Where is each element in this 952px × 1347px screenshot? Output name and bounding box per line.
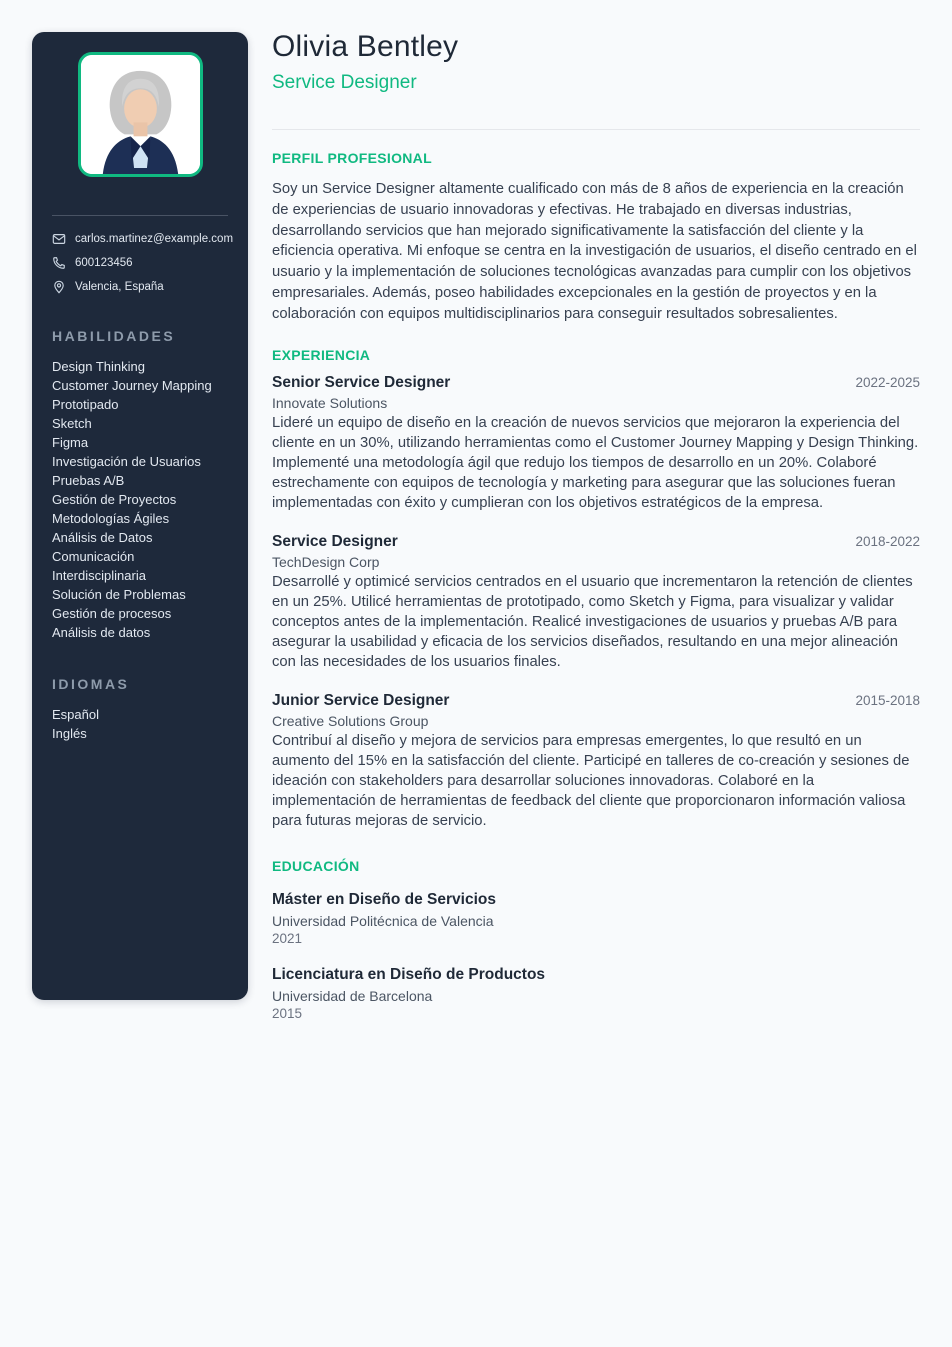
- languages-list: [52, 705, 228, 743]
- avatar-illustration: [81, 55, 200, 174]
- education-section-heading: EDUCACIÓN: [272, 857, 360, 874]
- location-icon: [52, 280, 66, 294]
- job-description: Lideré un equipo de diseño en la creación de nuevos servicios que mejoraron la experiencia del cliente en un 30%, utilizando herramientas como el Customer Journey Mapping y Design Thinking. Implementé una metodología ágil que redujo los tiempos de desarrollo en un 20%. Colaboré estrechamente con equipos de tecnología y marketing para asegurar que las soluciones fueran implementadas con éxito y cumplieran con los objetivos estratégicos de la empresa.: [272, 414, 919, 512]
- job-period: 2022-2025: [855, 374, 920, 390]
- sidebar: [32, 32, 248, 1000]
- education-year: 2021: [272, 930, 303, 946]
- job-title: Service Designer: [272, 532, 398, 550]
- skill-item: Design Thinking: [52, 359, 145, 374]
- job-title: Junior Service Designer: [272, 691, 450, 709]
- job-entry: [272, 533, 920, 673]
- language-item: Español: [52, 707, 99, 722]
- contact-email-text: carlos.martinez@example.com: [75, 233, 234, 245]
- contact-phone: [52, 256, 228, 270]
- contact-location-text: Valencia, España: [75, 281, 164, 293]
- contact-email: [52, 232, 234, 246]
- profile-photo: [78, 52, 203, 177]
- skill-item: Gestión de Proyectos: [52, 492, 177, 507]
- email-icon: [52, 232, 66, 246]
- skill-item: Sketch: [52, 416, 92, 431]
- profile-section-heading: PERFIL PROFESIONAL: [272, 150, 432, 166]
- skill-item: Customer Journey Mapping: [52, 378, 212, 393]
- job-header: [272, 692, 920, 710]
- education-entry: [272, 891, 920, 946]
- languages-heading: IDIOMAS: [52, 676, 130, 692]
- person-title: Service Designer: [272, 72, 417, 93]
- job-description: Contribuí al diseño y mejora de servicios para empresas emergentes, lo que resultó en un aumento del 15% en la satisfacción del cliente. Participé en talleres de co-creación y sesiones de ideación con stakeholders para desarrollar soluciones innovadoras. Colaboré en la implementación de herramientas de feedback del cliente que proporcionaron información valiosa para futuras mejoras de servicio.: [272, 732, 910, 830]
- experience-section-heading: EXPERIENCIA: [272, 346, 371, 363]
- skill-item: Metodologías Ágiles: [52, 511, 170, 526]
- skill-item: Prototipado: [52, 397, 119, 412]
- skill-item: Gestión de procesos: [52, 606, 172, 621]
- job-period: 2018-2022: [855, 533, 920, 549]
- job-company: Creative Solutions Group: [272, 712, 429, 729]
- job-entry: [272, 374, 920, 514]
- job-header: [272, 374, 920, 392]
- skills-heading: HABILIDADES: [52, 328, 176, 344]
- person-name: Olivia Bentley: [272, 30, 459, 63]
- skill-item: Análisis de datos: [52, 625, 151, 640]
- education-school: Universidad de Barcelona: [272, 987, 433, 1004]
- education-year: 2015: [272, 1005, 303, 1021]
- job-header: [272, 533, 920, 551]
- contact-location: [52, 280, 228, 294]
- skill-item: Pruebas A/B: [52, 473, 125, 488]
- skill-item: Solución de Problemas: [52, 587, 186, 602]
- education-school: Universidad Politécnica de Valencia: [272, 912, 494, 929]
- language-item: Inglés: [52, 726, 87, 741]
- job-entry: [272, 692, 920, 832]
- profile-text: Soy un Service Designer altamente cualificado con más de 8 años de experiencia en la creación de experiencias de usuario innovadoras y efectivas. He trabajado en diversas industrias, desarrollando servicios que han mejorado significativamente la satisfacción del cliente y la eficiencia operativa. Mi enfoque se centra en la investigación de usuarios, el diseño centrado en el usuario y la implementación de soluciones tecnológicas avanzadas para cumplir con los objetivos empresariales. Además, poseo habilidades excepcionales en la gestión de proyectos y en la colaboración con equipos multidisciplinarios para conseguir resultados sobresalientes.: [272, 181, 917, 322]
- education-entry: [272, 966, 920, 1021]
- job-company: Innovate Solutions: [272, 394, 388, 411]
- job-company: TechDesign Corp: [272, 553, 380, 570]
- main-content: [272, 30, 920, 1041]
- job-period: 2015-2018: [855, 692, 920, 708]
- job-description: Desarrollé y optimicé servicios centrados en el usuario que incrementaron la retención de clientes en un 25%. Utilicé herramientas de prototipado, como Sketch y Figma, para visualizar y validar conceptos antes de la implementación. Realicé investigaciones de usuarios y pruebas A/B para asegurar la usabilidad y eficacia de los servicios diseñados, resultando en una mejor alineación con las necesidades de los usuarios finales.: [272, 573, 913, 671]
- job-title: Senior Service Designer: [272, 373, 451, 391]
- sidebar-divider: [52, 215, 228, 216]
- contact-phone-text: 600123456: [75, 257, 133, 269]
- skills-list: [52, 357, 228, 642]
- contact-list: [52, 232, 234, 294]
- education-degree: Licenciatura en Diseño de Productos: [272, 965, 546, 983]
- skill-item: Comunicación Interdisciplinaria: [52, 549, 146, 583]
- skill-item: Figma: [52, 435, 89, 450]
- phone-icon: [52, 256, 66, 270]
- header-divider: [272, 129, 920, 130]
- skill-item: Análisis de Datos: [52, 530, 153, 545]
- education-degree: Máster en Diseño de Servicios: [272, 890, 496, 908]
- skill-item: Investigación de Usuarios: [52, 454, 201, 469]
